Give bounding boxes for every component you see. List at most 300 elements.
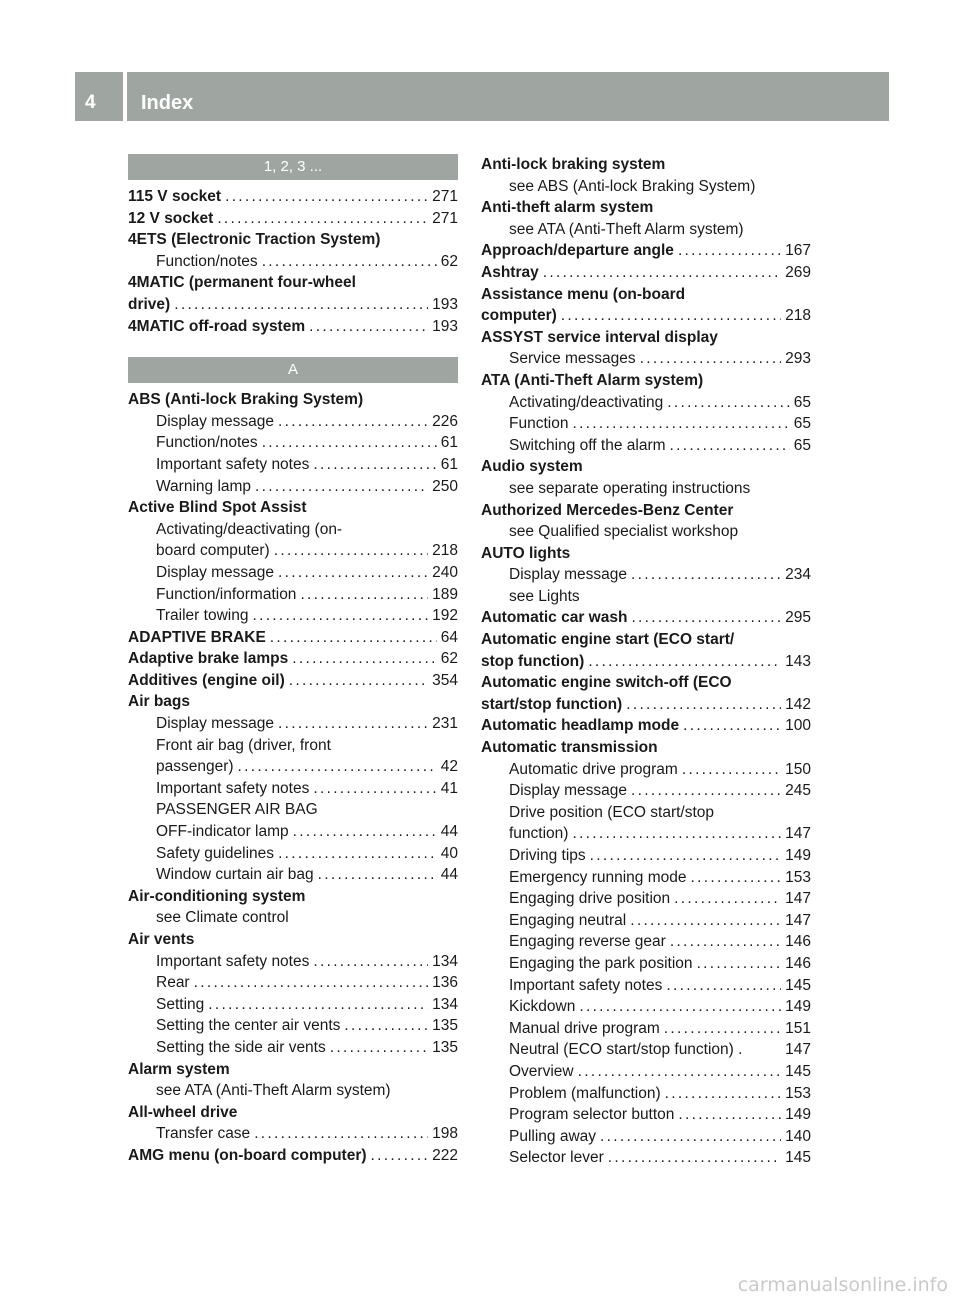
page-number: 4 — [85, 92, 96, 113]
page-ref: 145 — [785, 1149, 811, 1167]
index-subentry — [128, 411, 458, 433]
index-subentry — [481, 1104, 811, 1126]
entry-text: 4MATIC (permanent four-wheel — [128, 274, 356, 292]
entry-text: Automatic drive program — [509, 760, 678, 778]
page-ref: 218 — [785, 307, 811, 325]
section-letter: 1, 2, 3 ... — [263, 158, 323, 175]
index-entry — [128, 1059, 458, 1081]
page-ref: 147 — [785, 1041, 811, 1059]
entry-text: see ABS (Anti-lock Braking System) — [509, 177, 756, 195]
page-ref: 193 — [432, 317, 458, 335]
entry-text: Important safety notes — [156, 455, 310, 473]
page-ref: 167 — [785, 242, 811, 260]
dot-leader — [579, 996, 781, 1018]
page-ref: 271 — [432, 188, 458, 205]
dot-leader — [631, 564, 781, 586]
section-gap — [128, 337, 458, 357]
dot-leader — [217, 208, 428, 230]
dot-leader — [254, 1123, 428, 1145]
entry-text: Air bags — [128, 693, 191, 711]
index-subentry — [128, 1123, 458, 1145]
header-divider — [123, 72, 127, 121]
index-entry — [128, 1102, 458, 1124]
entry-text: Function/information — [156, 585, 297, 603]
entry-text: passenger) — [156, 758, 234, 776]
page-ref: 146 — [785, 954, 811, 972]
page-ref: 147 — [785, 911, 811, 929]
page-ref: 222 — [432, 1146, 458, 1164]
dot-leader — [278, 843, 437, 865]
page-ref: 245 — [785, 782, 811, 800]
index-subentry — [128, 778, 458, 800]
entry-text: Important safety notes — [156, 952, 310, 970]
index-subentry — [481, 1018, 811, 1040]
index-entry — [128, 886, 458, 908]
dot-leader — [670, 931, 781, 953]
dot-leader — [678, 240, 781, 262]
entry-text: ADAPTIVE BRAKE — [128, 628, 266, 646]
entry-text: 115 V socket — [128, 188, 222, 205]
dot-leader — [640, 348, 781, 370]
dot-leader — [262, 432, 437, 454]
dot-leader — [313, 454, 436, 476]
section-letter: A — [287, 361, 298, 379]
dot-leader — [289, 670, 428, 692]
page-ref: 44 — [440, 866, 458, 884]
entry-text: Problem (malfunction) — [509, 1084, 661, 1102]
dot-leader — [225, 186, 428, 208]
dot-leader — [600, 1126, 781, 1148]
page-ref: 40 — [440, 844, 458, 862]
entry-text: Function — [509, 415, 569, 433]
dot-leader — [255, 476, 428, 498]
dot-leader — [318, 864, 437, 886]
index-subentry — [128, 713, 458, 735]
dot-leader — [278, 562, 428, 584]
dot-leader — [626, 694, 781, 716]
entry-text: see ATA (Anti-Theft Alarm system) — [156, 1082, 391, 1100]
index-subentry — [481, 845, 811, 867]
dot-leader — [667, 392, 790, 414]
page-title: Index — [141, 92, 194, 114]
index-subentry — [128, 584, 458, 606]
entry-text: ABS (Anti-lock Braking System) — [128, 391, 364, 409]
entry-text: Display message — [156, 563, 275, 581]
dot-leader — [174, 294, 428, 316]
entry-text: Setting — [156, 995, 205, 1013]
index-subentry — [128, 519, 458, 541]
dot-leader — [561, 305, 781, 327]
entry-text: Rear — [156, 974, 190, 992]
index-entry — [128, 208, 458, 230]
page-ref: 62 — [440, 650, 458, 668]
entry-text: Air-conditioning system — [128, 887, 306, 905]
dot-leader — [194, 972, 429, 994]
entry-text: Engaging neutral — [509, 911, 627, 929]
dot-leader — [313, 951, 428, 973]
index-subentry — [481, 219, 811, 241]
dot-leader — [590, 845, 781, 867]
entry-text: Activating/deactivating — [509, 393, 664, 411]
index-column-left — [128, 154, 458, 1167]
page-ref: 147 — [785, 825, 811, 843]
page-ref: 147 — [785, 890, 811, 908]
page-ref: 198 — [432, 1125, 458, 1143]
entry-text: AMG menu (on-board computer) — [128, 1146, 367, 1164]
page-ref: 153 — [785, 1084, 811, 1102]
entry-text: Assistance menu (on-board — [481, 285, 686, 303]
page-ref: 149 — [785, 1106, 811, 1124]
dot-leader — [278, 411, 428, 433]
entry-text: Automatic car wash — [481, 609, 628, 627]
entry-text: Anti-lock braking system — [481, 156, 666, 173]
entry-text: Display message — [156, 715, 275, 733]
entry-text: Safety guidelines — [156, 844, 275, 862]
page-ref: 234 — [785, 566, 811, 584]
entry-text: Manual drive program — [509, 1019, 660, 1037]
index-subentry — [128, 540, 458, 562]
index-entry — [128, 316, 458, 338]
page-ref: 135 — [432, 1038, 458, 1056]
dot-leader — [697, 953, 782, 975]
entry-text: Pulling away — [509, 1127, 597, 1145]
index-subentry — [128, 951, 458, 973]
index-subentry — [128, 1037, 458, 1059]
page-ref: 149 — [785, 847, 811, 864]
page-ref: 135 — [432, 1017, 458, 1035]
dot-leader — [665, 1083, 782, 1105]
dot-leader — [313, 778, 436, 800]
index-column-right — [481, 154, 811, 1169]
section-letter-band — [128, 357, 458, 383]
index-subentry — [128, 1080, 458, 1102]
index-entry — [481, 284, 811, 306]
entry-text: Service messages — [509, 350, 636, 368]
dot-leader — [278, 713, 428, 735]
index-subentry — [128, 1015, 458, 1037]
entry-text: Emergency running mode — [509, 868, 687, 886]
index-subentry — [128, 843, 458, 865]
page-ref: 293 — [785, 350, 811, 368]
page-ref: 250 — [432, 477, 458, 495]
index-entry — [128, 294, 458, 316]
page-ref: 65 — [793, 415, 811, 433]
dot-leader — [344, 1015, 428, 1037]
index-entry — [481, 305, 811, 327]
entry-text: Selector lever — [509, 1149, 604, 1167]
index-entry — [481, 715, 811, 737]
index-entry — [481, 327, 811, 349]
index-subentry — [481, 392, 811, 414]
index-entry — [481, 456, 811, 478]
entry-text: Function/notes — [156, 434, 258, 452]
page-ref: 65 — [793, 393, 811, 411]
index-subentry — [128, 864, 458, 886]
index-subentry — [481, 888, 811, 910]
page-ref: 136 — [432, 974, 458, 992]
entry-text: Additives (engine oil) — [128, 671, 285, 689]
index-subentry — [128, 562, 458, 584]
index-subentry — [128, 907, 458, 929]
page-ref: 231 — [432, 715, 458, 733]
index-subentry — [481, 931, 811, 953]
entry-text: Setting the side air vents — [156, 1038, 326, 1056]
index-subentry — [128, 735, 458, 757]
entry-text: Display message — [509, 782, 628, 800]
dot-leader — [631, 607, 781, 629]
page-ref: 100 — [785, 717, 811, 735]
entry-text: Ashtray — [481, 263, 539, 281]
index-subentry — [481, 478, 811, 500]
dot-leader — [208, 994, 428, 1016]
entry-text: 12 V socket — [128, 209, 214, 227]
entry-text: stop function) — [481, 652, 585, 670]
dot-leader — [252, 605, 428, 627]
dot-leader — [572, 823, 781, 845]
dot-leader — [670, 435, 790, 457]
entry-text: Warning lamp — [156, 477, 252, 495]
index-subentry — [481, 1061, 811, 1083]
entry-text: Audio system — [481, 458, 583, 476]
entry-text: Front air bag (driver, front — [156, 736, 331, 754]
index-entry — [128, 497, 458, 519]
page-ref: 226 — [432, 412, 458, 430]
index-entry — [481, 500, 811, 522]
index-entry — [481, 197, 811, 219]
entry-text: ATA (Anti-Theft Alarm system) — [481, 371, 704, 389]
page-ref: 145 — [785, 976, 811, 994]
index-entry — [128, 186, 458, 208]
entry-text: Automatic transmission — [481, 739, 658, 757]
index-subentry — [128, 251, 458, 273]
index-subentry — [128, 994, 458, 1016]
page-ref: 134 — [432, 952, 458, 970]
dot-leader — [300, 584, 428, 606]
index-subentry — [481, 435, 811, 457]
entry-text: Function/notes — [156, 252, 258, 270]
entry-text: Important safety notes — [509, 976, 663, 994]
index-subentry — [481, 348, 811, 370]
index-subentry — [481, 1126, 811, 1148]
entry-text: OFF-indicator lamp — [156, 823, 289, 841]
page-ref: 150 — [785, 760, 811, 778]
dot-leader — [262, 251, 437, 273]
entry-text: see separate operating instructions — [509, 479, 751, 497]
dot-leader — [330, 1037, 428, 1059]
index-entry — [481, 607, 811, 629]
page-ref: 41 — [440, 779, 458, 797]
page-ref: 61 — [440, 434, 458, 452]
page-ref: 64 — [440, 628, 458, 646]
entry-text: see Qualified specialist workshop — [509, 523, 739, 541]
page-ref: 140 — [785, 1127, 811, 1145]
page-ref: 295 — [785, 609, 811, 627]
dot-leader — [588, 651, 781, 673]
entry-text: computer) — [481, 307, 557, 325]
entry-text: 4ETS (Electronic Traction System) — [128, 231, 381, 249]
entry-text: Overview — [509, 1062, 574, 1080]
page-ref: 61 — [440, 455, 458, 473]
entry-text: drive) — [128, 295, 171, 313]
entry-text: Drive position (ECO start/stop — [509, 803, 715, 821]
index-entry — [481, 629, 811, 651]
index-subentry — [481, 586, 811, 608]
index-entry — [128, 929, 458, 951]
entry-text: Engaging the park position — [509, 954, 693, 972]
entry-text: ASSYST service interval display — [481, 328, 718, 346]
page-ref: 218 — [432, 542, 458, 560]
entry-text: Automatic engine start (ECO start/ — [481, 631, 735, 649]
dot-leader — [371, 1145, 429, 1167]
dot-leader — [682, 759, 781, 781]
entry-text: Setting the center air vents — [156, 1017, 341, 1035]
index-entry — [128, 691, 458, 713]
index-entry — [128, 272, 458, 294]
entry-text: Switching off the alarm — [509, 436, 666, 454]
entry-text: Automatic engine switch-off (ECO — [481, 674, 732, 692]
dot-leader — [292, 648, 437, 670]
index-subentry — [481, 975, 811, 997]
entry-text: Air vents — [128, 931, 195, 948]
index-subentry — [128, 821, 458, 843]
watermark: carmanualsonline.info — [737, 1274, 948, 1296]
index-subentry — [481, 413, 811, 435]
page-header — [75, 72, 889, 121]
dot-leader — [683, 715, 781, 737]
dot-leader — [678, 1104, 781, 1126]
index-subentry — [481, 823, 811, 845]
index-subentry — [481, 996, 811, 1018]
page-ref: 240 — [432, 563, 458, 581]
index-entry — [128, 389, 458, 411]
dot-leader — [631, 780, 781, 802]
entry-text: board computer) — [156, 542, 270, 560]
page-ref: 354 — [432, 671, 458, 689]
page-ref: 153 — [785, 868, 811, 886]
entry-text: Alarm system — [128, 1060, 230, 1078]
index-subentry — [481, 1039, 811, 1061]
entry-text: function) — [509, 825, 569, 843]
dot-leader — [674, 888, 781, 910]
index-entry — [128, 670, 458, 692]
dot-leader — [293, 821, 437, 843]
page-ref: 44 — [440, 823, 458, 841]
entry-text: Window curtain air bag — [156, 866, 314, 884]
dot-leader — [270, 627, 437, 649]
page-ref: 145 — [785, 1062, 811, 1080]
entry-text: Approach/departure angle — [481, 242, 674, 260]
entry-text: PASSENGER AIR BAG — [156, 801, 318, 819]
entry-text: Activating/deactivating (on- — [156, 520, 343, 538]
dot-leader — [274, 540, 428, 562]
dot-leader — [578, 1061, 782, 1083]
dot-leader — [309, 316, 428, 338]
index-entry — [481, 370, 811, 392]
index-subentry — [481, 1083, 811, 1105]
index-entry — [128, 1145, 458, 1167]
index-entry — [481, 694, 811, 716]
index-entry — [128, 648, 458, 670]
entry-text: Display message — [509, 566, 628, 584]
index-entry — [481, 154, 811, 176]
entry-text: Display message — [156, 412, 275, 430]
dot-leader — [664, 1018, 781, 1040]
page-ref: 142 — [785, 695, 811, 713]
index-subentry — [128, 756, 458, 778]
index-subentry — [128, 476, 458, 498]
index-subentry — [481, 780, 811, 802]
page-ref: 42 — [440, 758, 458, 776]
entry-text: see Lights — [509, 587, 580, 605]
index-subentry — [481, 176, 811, 198]
dot-leader — [608, 1147, 781, 1169]
entry-text: Program selector button — [509, 1106, 675, 1124]
index-subentry — [481, 521, 811, 543]
index-entry — [128, 627, 458, 649]
entry-text: see ATA (Anti-Theft Alarm system) — [509, 220, 744, 238]
page-ref: 192 — [432, 607, 458, 625]
index-subentry — [481, 867, 811, 889]
index-subentry — [481, 953, 811, 975]
page-ref: 65 — [793, 436, 811, 454]
index-entry — [481, 651, 811, 673]
index-entry — [128, 229, 458, 251]
entry-text: Trailer towing — [156, 607, 249, 625]
page-ref: 193 — [432, 295, 458, 313]
entry-text: Transfer case — [156, 1125, 251, 1143]
page-ref: 151 — [785, 1019, 811, 1037]
page-ref: 149 — [785, 998, 811, 1016]
entry-text: All-wheel drive — [128, 1103, 238, 1121]
page-ref: 134 — [432, 995, 458, 1013]
entry-text: Adaptive brake lamps — [128, 650, 289, 668]
page-ref: 143 — [785, 652, 811, 670]
entry-text: Engaging drive position — [509, 890, 671, 908]
index-subentry — [128, 432, 458, 454]
page-ref: 62 — [440, 252, 458, 270]
index-entry — [481, 543, 811, 565]
index-subentry — [128, 454, 458, 476]
index-subentry — [481, 1147, 811, 1169]
entry-text: Authorized Mercedes-Benz Center — [481, 501, 734, 519]
entry-text: 4MATIC off-road system — [128, 317, 306, 335]
index-subentry — [481, 759, 811, 781]
section-letter-band — [128, 154, 458, 180]
index-subentry — [481, 910, 811, 932]
dot-leader — [572, 413, 789, 435]
entry-text: Automatic headlamp mode — [481, 717, 680, 735]
entry-text: Important safety notes — [156, 779, 310, 797]
dot-leader — [238, 756, 437, 778]
index-subentry — [481, 802, 811, 824]
index-subentry — [481, 564, 811, 586]
entry-text: AUTO lights — [481, 544, 571, 562]
index-subentry — [128, 972, 458, 994]
dot-leader — [630, 910, 781, 932]
index-subentry — [128, 799, 458, 821]
index-subentry — [128, 605, 458, 627]
entry-text: start/stop function) — [481, 695, 623, 713]
entry-text: see Climate control — [156, 909, 289, 927]
entry-text: Engaging reverse gear — [509, 933, 666, 951]
entry-text: Anti-theft alarm system — [481, 199, 654, 217]
index-entry — [481, 737, 811, 759]
entry-text: Kickdown — [509, 998, 576, 1016]
page-ref: 146 — [785, 933, 811, 951]
index-entry — [481, 672, 811, 694]
entry-text: Active Blind Spot Assist — [128, 499, 307, 517]
dot-leader — [691, 867, 782, 889]
